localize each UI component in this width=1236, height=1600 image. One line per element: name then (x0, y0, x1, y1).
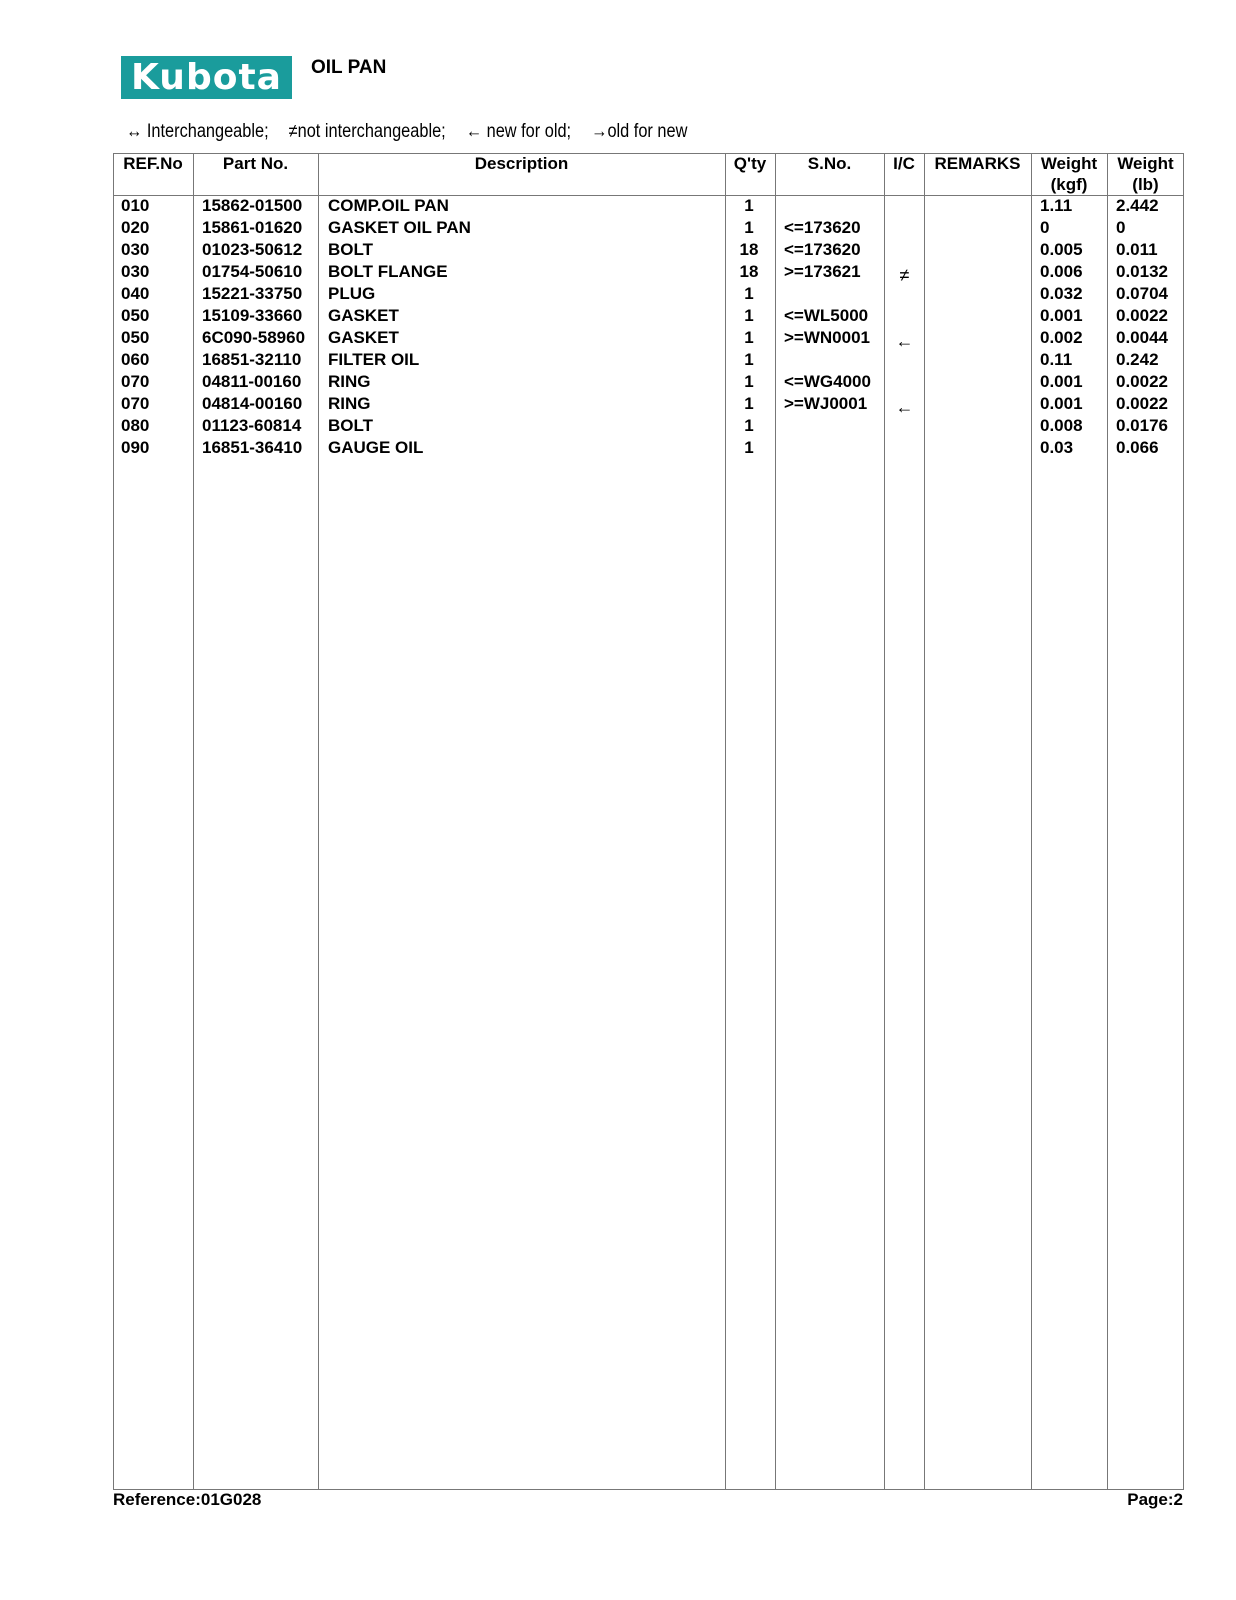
header-ref-no: REF.No (123, 154, 183, 173)
weight-lb-cell: 0 (1116, 218, 1126, 237)
weight-kgf-cell: 0.03 (1040, 438, 1074, 457)
quantity-cell: 18 (739, 240, 759, 259)
weight-kgf-cell: 1.11 (1040, 196, 1073, 215)
serial-number-cell: <=WL5000 (784, 306, 869, 325)
description-cell: GASKET (328, 328, 399, 347)
header-qty: Q'ty (733, 154, 767, 173)
header-weight-lb (1107, 153, 1184, 195)
header-part-no: Part No. (222, 154, 289, 173)
page-number: Page:2 (1127, 1490, 1183, 1509)
serial-number-cell: >=WN0001 (784, 328, 870, 347)
logo-text: Kubota (131, 56, 282, 98)
ref-no-cell: 070 (121, 372, 150, 391)
weight-lb-cell: 0.0132 (1116, 262, 1168, 281)
interchange-cell: ← (895, 397, 914, 417)
serial-number-cell: >=173621 (784, 262, 861, 281)
header-weight-kgf (1031, 153, 1107, 195)
part-no-cell: 01023-50612 (202, 240, 303, 259)
column-divider (775, 153, 776, 1490)
part-no-cell: 04811-00160 (202, 372, 302, 391)
quantity-cell: 1 (744, 416, 754, 435)
column-divider (318, 153, 319, 1490)
column-divider (1031, 153, 1032, 1490)
quantity-cell: 1 (744, 394, 754, 413)
ref-no-cell: 010 (121, 196, 150, 215)
weight-lb-cell: 0.0022 (1116, 306, 1168, 325)
serial-number-cell: >=WJ0001 (784, 394, 868, 413)
part-no-cell: 04814-00160 (202, 394, 303, 413)
weight-kgf-cell: 0.008 (1040, 416, 1083, 435)
quantity-cell: 1 (744, 284, 754, 303)
description-cell: GASKET OIL PAN (328, 218, 471, 237)
weight-lb-cell: 0.242 (1116, 350, 1159, 369)
weight-kgf-cell: 0 (1040, 218, 1050, 237)
description-cell: BOLT (328, 240, 374, 259)
header-lb-unit: (lb) (1132, 175, 1159, 194)
weight-kgf-cell: 0.005 (1040, 240, 1083, 259)
header-sno: S.No. (807, 154, 852, 173)
quantity-cell: 1 (744, 438, 754, 457)
column-divider (193, 153, 194, 1490)
part-no-cell: 15861-01620 (202, 218, 303, 237)
ref-no-cell: 030 (121, 262, 150, 281)
weight-lb-cell: 2.442 (1116, 196, 1159, 215)
serial-number-cell: <=173620 (784, 240, 861, 259)
column-divider (1107, 153, 1108, 1490)
quantity-cell: 1 (744, 306, 754, 325)
serial-number-cell: <=WG4000 (784, 372, 871, 391)
weight-lb-cell: 0.0022 (1116, 394, 1168, 413)
legend-interchangeable: ↔ Interchangeable; (126, 121, 269, 142)
serial-number-cell: <=173620 (784, 218, 861, 237)
weight-kgf-cell: 0.11 (1040, 350, 1073, 369)
quantity-cell: 18 (739, 262, 759, 281)
ref-no-cell: 030 (121, 240, 150, 259)
ref-no-cell: 020 (121, 218, 150, 237)
weight-kgf-cell: 0.032 (1040, 284, 1083, 303)
quantity-cell: 1 (744, 328, 754, 347)
page-title: OIL PAN (311, 57, 387, 78)
kubota-logo (121, 56, 292, 99)
weight-kgf-cell: 0.006 (1040, 262, 1083, 281)
weight-lb-cell: 0.011 (1116, 240, 1158, 259)
weight-kgf-cell: 0.001 (1040, 306, 1083, 325)
part-no-cell: 15862-01500 (202, 196, 303, 215)
description-cell: BOLT FLANGE (328, 262, 448, 281)
description-cell: PLUG (328, 284, 376, 303)
description-cell: COMP.OIL PAN (328, 196, 449, 215)
part-no-cell: 16851-36410 (202, 438, 303, 457)
part-no-cell: 15221-33750 (202, 284, 303, 303)
quantity-cell: 1 (744, 196, 754, 215)
weight-kgf-cell: 0.001 (1040, 394, 1083, 413)
quantity-cell: 1 (744, 218, 754, 237)
quantity-cell: 1 (744, 350, 754, 369)
ref-no-cell: 040 (121, 284, 150, 303)
weight-kgf-cell: 0.001 (1040, 372, 1083, 391)
ref-no-cell: 050 (121, 306, 150, 325)
weight-lb-cell: 0.0704 (1116, 284, 1168, 303)
ref-no-cell: 070 (121, 394, 150, 413)
part-no-cell: 6C090-58960 (202, 328, 306, 347)
interchange-cell: ≠ (899, 265, 910, 285)
header-ic: I/C (893, 154, 915, 173)
weight-lb-cell: 0.066 (1116, 438, 1159, 457)
description-cell: BOLT (328, 416, 374, 435)
header-kgf-unit: (kgf) (1050, 175, 1088, 194)
header-description: Description (474, 154, 569, 173)
legend-new-for-old: ← new for old; (465, 121, 572, 142)
description-cell: RING (328, 394, 371, 413)
description-cell: RING (328, 372, 371, 391)
weight-lb-cell: 0.0044 (1116, 328, 1168, 347)
part-no-cell: 16851-32110 (202, 350, 302, 369)
interchange-cell: ← (895, 331, 914, 351)
header-weight-label: Weight (1040, 154, 1098, 173)
ref-no-cell: 060 (121, 350, 150, 369)
legend-old-for-new: →old for new (591, 121, 688, 142)
weight-lb-cell: 0.0022 (1116, 372, 1168, 391)
reference-label: Reference:01G028 (113, 1490, 262, 1509)
weight-kgf-cell: 0.002 (1040, 328, 1083, 347)
legend-not-interchangeable: ≠not interchangeable; (288, 121, 446, 142)
description-cell: GAUGE OIL (328, 438, 424, 457)
header-remarks: REMARKS (934, 154, 1021, 173)
quantity-cell: 1 (744, 372, 754, 391)
header-weight-label: Weight (1117, 154, 1174, 173)
description-cell: FILTER OIL (328, 350, 420, 369)
ref-no-cell: 050 (121, 328, 150, 347)
column-divider (924, 153, 925, 1490)
ref-no-cell: 090 (121, 438, 150, 457)
description-cell: GASKET (328, 306, 399, 325)
part-no-cell: 15109-33660 (202, 306, 303, 325)
ref-no-cell: 080 (121, 416, 150, 435)
column-divider (884, 153, 885, 1490)
part-no-cell: 01123-60814 (202, 416, 302, 435)
part-no-cell: 01754-50610 (202, 262, 303, 281)
interchange-legend (126, 121, 703, 143)
weight-lb-cell: 0.0176 (1116, 416, 1168, 435)
